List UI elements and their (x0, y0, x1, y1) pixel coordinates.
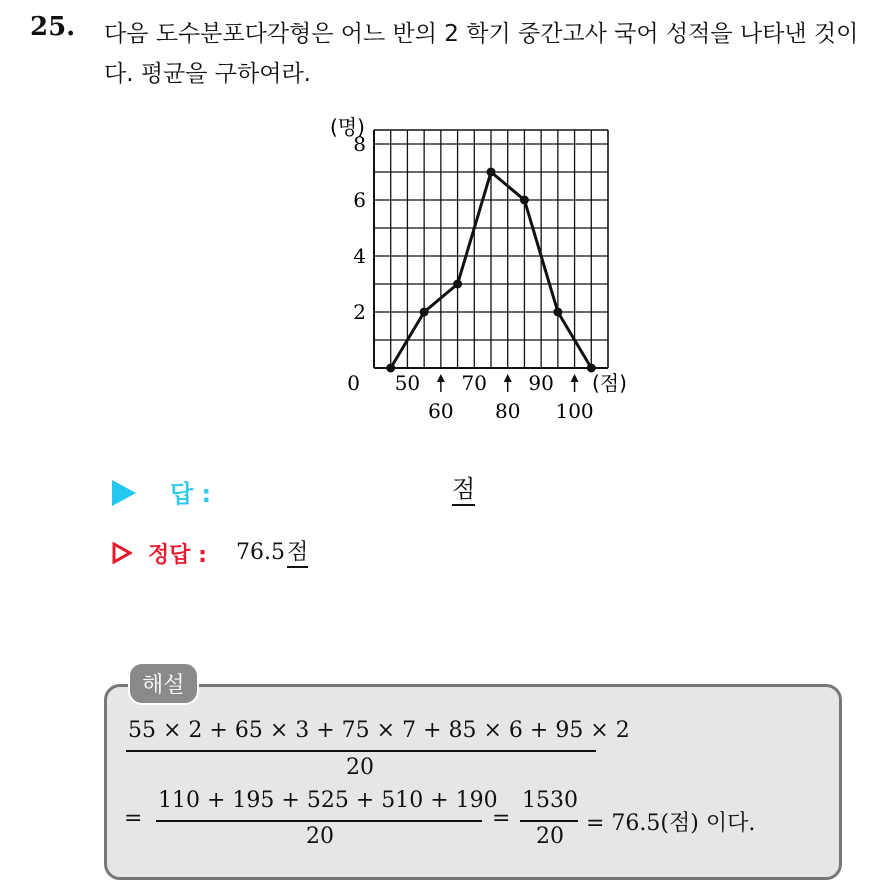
answer-label: 답 : (170, 480, 212, 508)
x-tick-arrowhead (504, 374, 512, 382)
fraction1-denominator: 20 (346, 755, 374, 780)
correct-answer-number: 76.5 (236, 540, 285, 565)
x-axis-label: (점) (592, 371, 627, 395)
correct-answer-label: 정답 : (148, 543, 207, 568)
x-tick-arrowhead (571, 374, 579, 382)
frequency-polygon-chart (320, 112, 660, 432)
data-point (453, 280, 462, 289)
x-tick-label-lower: 60 (428, 399, 454, 423)
fraction3-denominator: 20 (536, 824, 564, 849)
y-tick-label: 6 (353, 188, 366, 212)
fraction3-numerator: 1530 (522, 788, 578, 813)
correct-answer-value (236, 540, 308, 568)
fraction2-bar (156, 820, 482, 822)
equals-sign-2: = (492, 806, 511, 831)
explanation-result: = 76.5(점) 이다. (586, 811, 756, 836)
x-tick-label-upper: 90 (528, 371, 554, 395)
y-tick-label: 8 (353, 132, 366, 156)
question-number: 25. (30, 12, 76, 42)
question-text: 다음 도수분포다각형은 어느 반의 2 학기 중간고사 국어 성적을 나타낸 것이다. 평균을 구하여라. (104, 21, 859, 87)
y-tick-label: 4 (353, 244, 366, 268)
data-point (386, 364, 395, 373)
answer-unit: 점 (452, 474, 475, 506)
correct-answer-unit: 점 (287, 540, 308, 568)
fraction2-numerator: 110 + 195 + 525 + 510 + 190 (158, 788, 498, 813)
y-tick-label: 2 (353, 300, 366, 324)
fraction1-bar (126, 750, 596, 752)
chart-grid (374, 130, 608, 368)
fraction2-denominator: 20 (306, 824, 334, 849)
explanation-tag: 해설 (128, 662, 199, 705)
data-point (487, 168, 496, 177)
data-point (553, 308, 562, 317)
fraction1-numerator: 55 × 2 + 65 × 3 + 75 × 7 + 85 × 6 + 95 × 2 (128, 718, 630, 743)
x-tick-label-upper: 50 (394, 371, 421, 395)
x-tick-label-lower: 100 (555, 399, 594, 423)
data-point (420, 308, 429, 317)
chart-ticks (347, 132, 593, 423)
fraction3-bar (520, 820, 578, 822)
x-tick-label-upper: 70 (461, 371, 488, 395)
equals-sign-1: = (124, 806, 143, 831)
x-tick-label-lower: 80 (494, 399, 521, 423)
play-triangle-icon (112, 480, 136, 506)
explanation-box (104, 684, 842, 880)
y-tick-label-zero: 0 (347, 371, 360, 395)
data-point (520, 196, 529, 205)
outline-triangle-icon (112, 542, 132, 564)
x-tick-arrowhead (437, 374, 445, 382)
data-point (587, 364, 596, 373)
y-axis-label: (명) (330, 115, 365, 139)
